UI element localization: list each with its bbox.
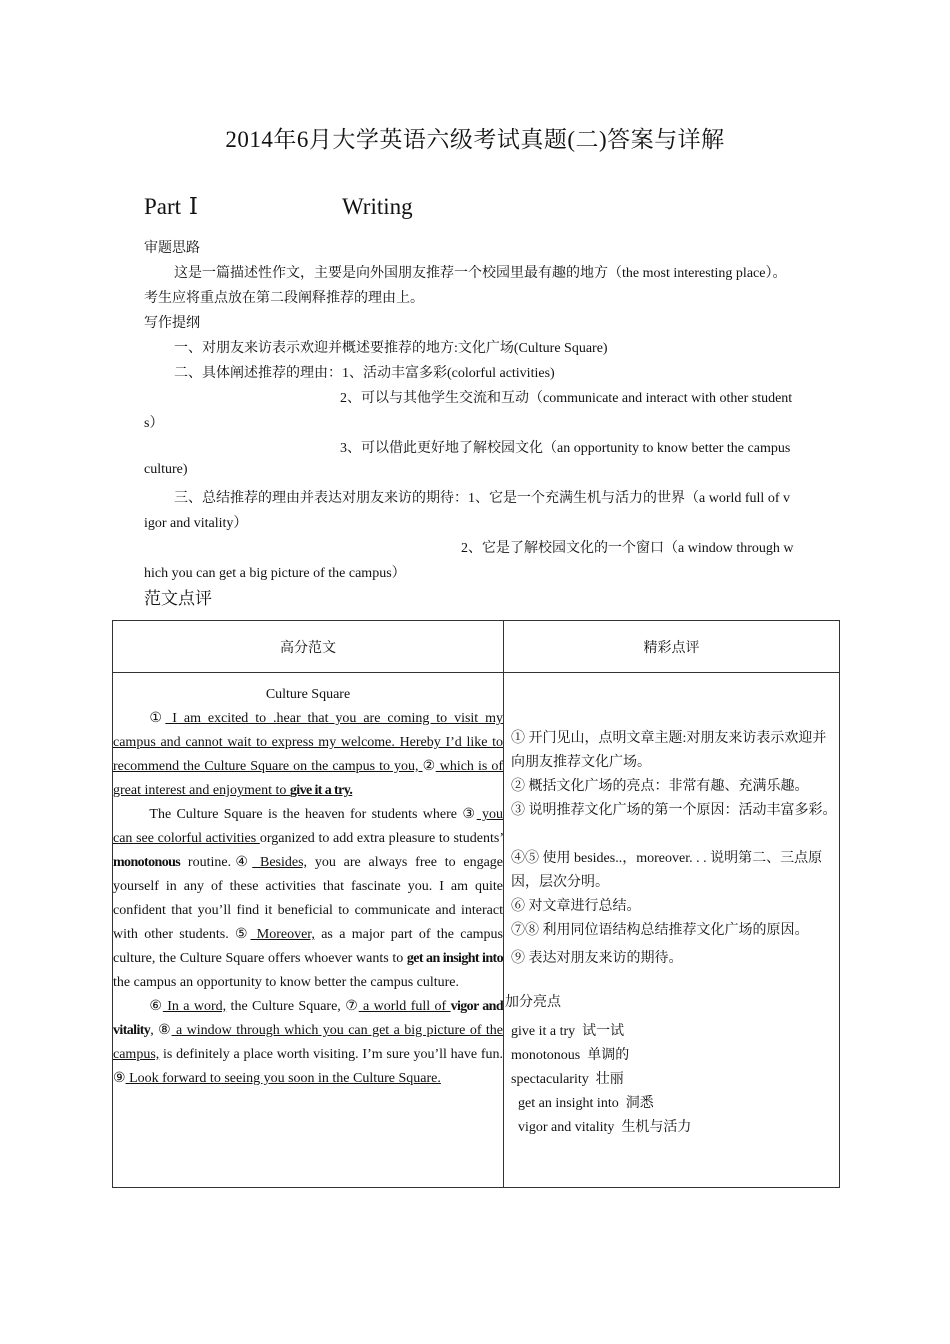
- page-title: 2014年6月大学英语六级考试真题(二)答案与详解: [225, 127, 725, 152]
- outline-heading: 写作提纲: [144, 316, 200, 331]
- part-label: Part: [144, 194, 182, 219]
- comment-item: ① 开门见山，点明文章主题:对朋友来访表示欢迎并向朋友推荐文化广场。: [511, 731, 827, 770]
- comment-item: ⑨ 表达对朋友来访的期待。: [511, 951, 683, 966]
- model-essay-cell: [113, 673, 504, 1188]
- outline-item: culture): [144, 462, 188, 477]
- analysis-heading: 审题思路: [144, 241, 200, 256]
- review-heading: 范文点评: [144, 589, 212, 608]
- comment-item: ⑦⑧ 利用同位语结构总结推荐文化广场的原因。: [511, 923, 809, 938]
- part-name: Writing: [342, 194, 413, 219]
- part-roman: Ⅰ: [188, 194, 198, 219]
- essay-paragraph: The Culture Square is the heaven for students where ③ you can see colorful activities organized to add extra pleasure to students’ monotonous routine.④ Besides, you are always free to engage yourself in any of these activities that fascinate you. I am quite confident that you’ll find it beneficial to communicate and interact with other students. ⑤ Moreover, as a major part of the campus culture, the Culture Square offers whoever wants to get an insight into the campus an opportunity to know better the campus culture.: [113, 807, 504, 990]
- essay-title: Culture Square: [265, 687, 351, 702]
- comment-item: ② 概括文化广场的亮点：非常有趣、充满乐趣。: [511, 779, 809, 794]
- analysis-line: 这是一篇描述性作文，主要是向外国朋友推荐一个校园里最有趣的地方（the most interesting place）。: [174, 266, 787, 281]
- essay-paragraph: ① I am excited to .hear that you are coming to visit my campus and cannot wait to express my welcome. Hereby I’d like to recommend the Culture Square on the campus to you, ② which is of great interest and enjoyment to give it a try.: [113, 711, 503, 798]
- outline-item: igor and vitality）: [144, 516, 248, 531]
- outline-item: hich you can get a big picture of the campus）: [144, 566, 406, 581]
- outline-item: 一、对朋友来访表示欢迎并概述要推荐的地方:文化广场(Culture Square): [174, 341, 608, 356]
- comment-item: ③ 说明推荐文化广场的第一个原因：活动丰富多彩。: [511, 803, 837, 818]
- highlight-item: spectacularity 壮丽: [511, 1072, 624, 1087]
- comment-cell: [504, 673, 840, 1188]
- review-table: [112, 620, 840, 1188]
- essay-paragraph: ⑥ In a word, the Culture Square, ⑦ a world full of vigor and vitality, ⑧ a window through which you can get a big picture of the campus, is definitely a place worth visiting. I’m sure you’ll have fun. ⑨ Look forward to seeing you soon in the Culture Square.: [113, 999, 504, 1086]
- outline-item: s）: [144, 416, 164, 431]
- outline-item: 3、可以借此更好地了解校园文化（an opportunity to know better the campus: [340, 441, 791, 456]
- highlight-item: monotonous 单调的: [511, 1048, 630, 1063]
- outline-item: 三、总结推荐的理由并表达对朋友来访的期待：1、它是一个充满生机与活力的世界（a world full of v: [174, 491, 790, 506]
- essay-column-header: 高分范文: [113, 621, 504, 673]
- outline-item: 2、它是了解校园文化的一个窗口（a window through w: [461, 541, 794, 556]
- highlight-item: get an insight into 洞悉: [518, 1096, 654, 1111]
- analysis-line: 考生应将重点放在第二段阐释推荐的理由上。: [144, 291, 424, 306]
- highlight-item: give it a try 试一试: [511, 1024, 625, 1039]
- highlights-heading: 加分亮点: [505, 995, 561, 1010]
- outline-item: 二、具体阐述推荐的理由：1、活动丰富多彩(colorful activities): [174, 366, 555, 381]
- comment-column-header: 精彩点评: [504, 621, 840, 673]
- comment-item: ④⑤ 使用 besides..，moreover. . . 说明第二、三点原因，层次分明。: [511, 851, 823, 890]
- outline-item: 2、可以与其他学生交流和互动（communicate and interact with other student: [340, 391, 793, 406]
- part-heading: [144, 194, 413, 220]
- comment-item: ⑥ 对文章进行总结。: [511, 899, 641, 914]
- highlight-item: vigor and vitality 生机与活力: [518, 1120, 692, 1135]
